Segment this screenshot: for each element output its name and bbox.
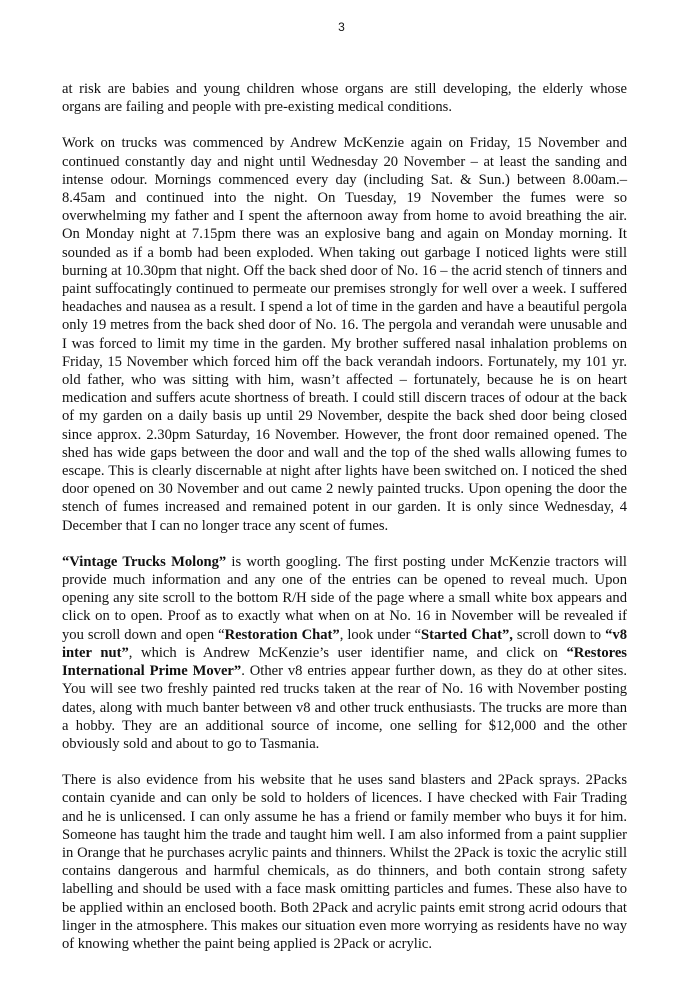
paragraph-2pack-sprays xyxy=(62,771,627,953)
text-run: scroll down to xyxy=(512,626,606,643)
page-number: 3 xyxy=(338,20,345,34)
text-run: is worth googling. The first posting under McKenzie tractors will provide much information and any one of the entries can be opened to reveal much. Upon opening any site scroll to the bottom R/H side of the page where a small white box appears and click on to open. Proof as to exactly what when on at No. 16 in November will be revealed if you scroll down and open “ xyxy=(62,553,627,643)
paragraph-truck-work-timeline xyxy=(62,134,627,534)
paragraph-risk-groups xyxy=(62,80,627,116)
text-run: at risk are babies and young children whose organs are still developing, the elderly whose organs are failing and people with pre-existing medical conditions. xyxy=(62,81,627,116)
bold-text-run: “v8 inter nut” xyxy=(62,626,627,661)
text-run: , look under “ xyxy=(339,626,421,643)
text-run: Work on trucks was commenced by Andrew McKenzie again on Friday, 15 November and continued constantly day and night until Wednesday 20 November – at least the sanding and intense odour. Mornings commenced every day (including Sat. & Sun.) between 8.00am.– 8.45am and continued into the night. On Tuesday, 19 November the fumes were so overwhelming my father and I spent the afternoon away from home to avoid breathing the air. On Monday night at 7.15pm there was an explosive bang and again on Monday morning. It sounded as if a bomb had been exploded. When taking out garbage I noticed lights were still burning at 10.30pm that night. Off the back shed door of No. 16 – the acrid stench of tinners and paint suffocatingly continued to permeate our premises strongly for well over a week. I suffered headaches and nausea as a result. I spend a lot of time in the garden and have a beautiful pergola only 19 metres from the back shed door of No. 16. The pergola and verandah were unusable and I was forced to limit my time in the garden. My brother suffered nasal inhalation problems on Friday, 15 November which forced him off the back verandah indoors. Fortunately, my 101 yr. old father, who was sitting with him, wasn’t affected – fortunately, because he is on heart medication and suffers acute shortness of breath. I could still discern traces of odour at the back of my garden on a daily basis up until 29 November, despite the back shed door being closed since approx. 2.30pm Saturday, 16 November. However, the front door remained opened. The shed has wide gaps between the door and wall and the top of the shed walls allowing fumes to escape. This is clearly discernable at night after lights have been switched on. I noticed the shed door opened on 30 November and out came 2 newly painted trucks. Upon opening the door the stench of fumes increased and remained potent in our garden. It is only since Wednesday, 4 December that I can no longer trace any scent of fumes. xyxy=(62,135,627,534)
text-run: There is also evidence from his website that he uses sand blasters and 2Pack sprays. 2Packs contain cyanide and can only be sold to holders of licences. I have checked with Fair Trading and he is unlicensed. I can only assume he has a friend or family member who buys it for him. Someone has taught him the trade and taught him well. I am also informed from a paint supplier in Orange that he purchases acrylic paints and thinners. Whilst the 2Pack is toxic the acrylic still contains dangerous and harmful chemicals, as do thinners, and both contain strong safety labelling and should be used with a face mask omitting particles and fumes. These also have to be applied within an enclosed booth. Both 2Pack and acrylic paints emit strong acrid odours that linger in the atmosphere. This makes our situation even more worrying as residents have no way of knowing whether the paint being applied is 2Pack or acrylic. xyxy=(62,772,627,952)
body-text xyxy=(62,80,627,953)
paragraph-vintage-trucks-molong xyxy=(62,553,627,753)
text-run: . Other v8 entries appear further down, as they do at other sites. You will see two freshly painted red trucks taken at the rear of No. 16 with November posting dates, along with much banter between v8 and other truck enthusiasts. The trucks are more than a hobby. They are an additional source of income, one selling for $12,000 and the other obviously sold and about to go to Tasmania. xyxy=(62,663,627,752)
bold-text-run: “Restores International Prime Mover” xyxy=(62,644,627,680)
bold-text-run: Started Chat”, xyxy=(420,626,513,643)
text-run: , which is Andrew McKenzie’s user identifier name, and click on xyxy=(128,644,567,661)
bold-text-run: Restoration Chat” xyxy=(224,626,340,643)
bold-text-run: “Vintage Trucks Molong” xyxy=(62,553,227,570)
